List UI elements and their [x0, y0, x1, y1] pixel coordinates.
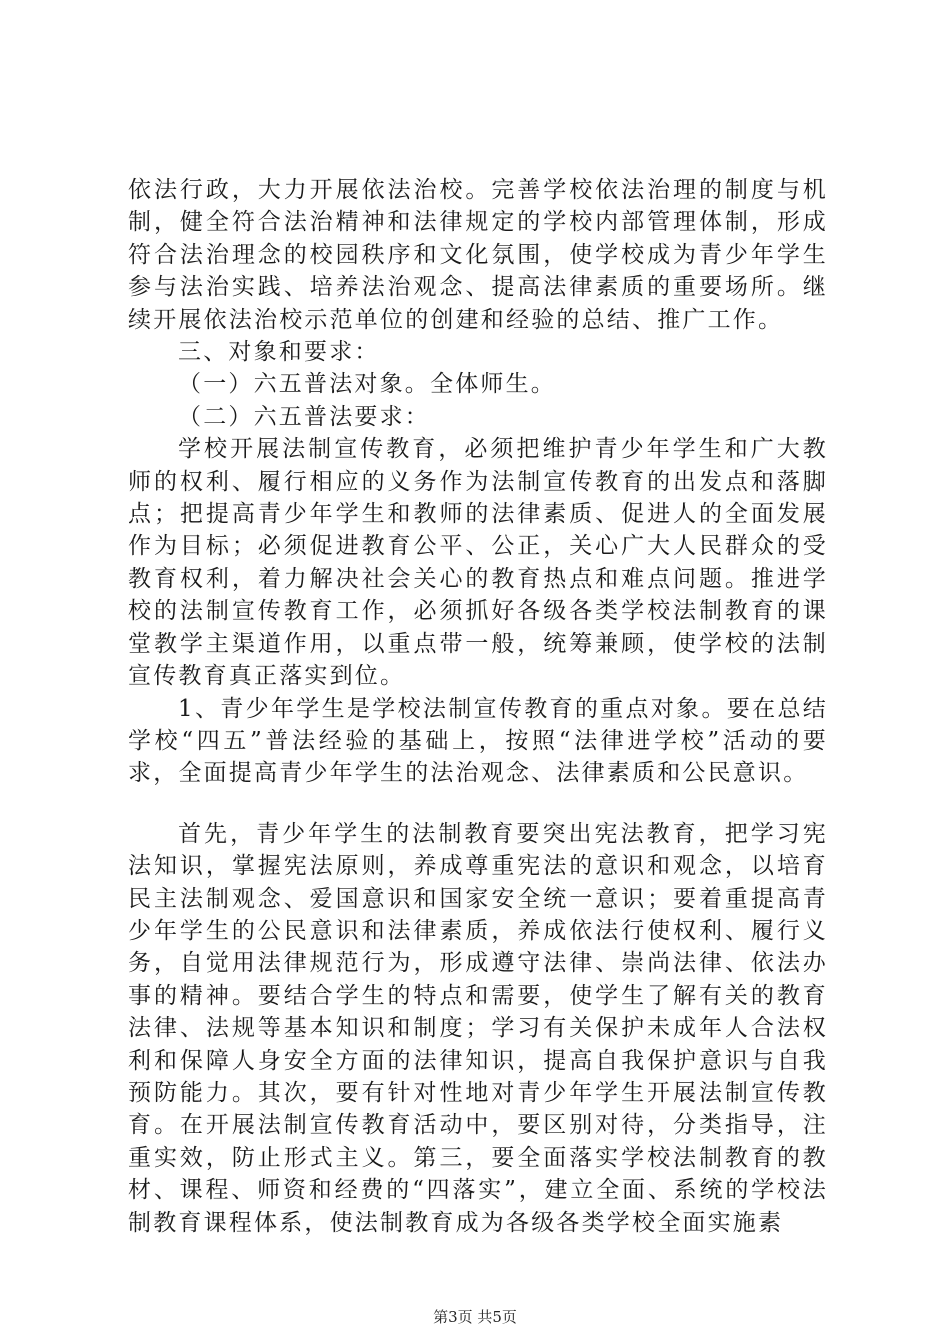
subsection-requirements: （二）六五普法要求： [178, 403, 430, 430]
page-number-footer: 第3页 共5页 [433, 1308, 517, 1326]
section-heading-objects-requirements: 三、对象和要求： [178, 339, 380, 366]
paragraph-requirements-body: 学校开展法制宣传教育，必须把维护青少年学生和广大教师的权利、履行相应的义务作为法制宣传教育的出发点和落脚点；把提高青少年学生和教师的法律素质、促进人的全面发展作为目标；必须促进教育公平、公正，关心广大人民群众的受教育权利，着力解决社会关心的教育热点和难点问题。推进学校的法制宣传教育工作，必须抓好各级各类学校法制教育的课堂教学主渠道作用，以重点带一般，统筹兼顾，使学校的法制宣传教育真正落实到位。 [128, 436, 828, 690]
paragraph-spacer [128, 790, 828, 818]
paragraph-continuation: 依法行政，大力开展依法治校。完善学校依法治理的制度与机制，健全符合法治精神和法律规定的学校内部管理体制，形成符合法治理念的校园秩序和文化氛围，使学校成为青少年学生参与法治实践、培养法治观念、提高法律素质的重要场所。继续开展依法治校示范单位的创建和经验的总结、推广工作。 [128, 177, 828, 333]
paragraph-first-second-third: 首先，青少年学生的法制教育要突出宪法教育，把学习宪法知识，掌握宪法原则，养成尊重宪法的意识和观念，以培育民主法制观念、爱国意识和国家安全统一意识；要着重提高青少年学生的公民意识和法律素质，养成依法行使权利、履行义务，自觉用法律规范行为，形成遵守法律、崇尚法律、依法办事的精神。要结合学生的特点和需要，使学生了解有关的教育法律、法规等基本知识和制度；学习有关保护未成年人合法权利和保障人身安全方面的法律知识，提高自我保护意识与自我预防能力。其次，要有针对性地对青少年学生开展法制宣传教育。在开展法制宣传教育活动中，要区别对待，分类指导，注重实效，防止形式主义。第三，要全面落实学校法制教育的教材、课程、师资和经费的“四落实”，建立全面、系统的学校法制教育课程体系，使法制教育成为各级各类学校全面实施素 [128, 820, 828, 1236]
paragraph-point-1: 1、青少年学生是学校法制宣传教育的重点对象。要在总结学校“四五”普法经验的基础上，按照“法律进学校”活动的要求，全面提高青少年学生的法治观念、法律素质和公民意识。 [128, 695, 828, 787]
subsection-audience: （一）六五普法对象。全体师生。 [178, 371, 556, 398]
document-body [128, 174, 828, 1239]
